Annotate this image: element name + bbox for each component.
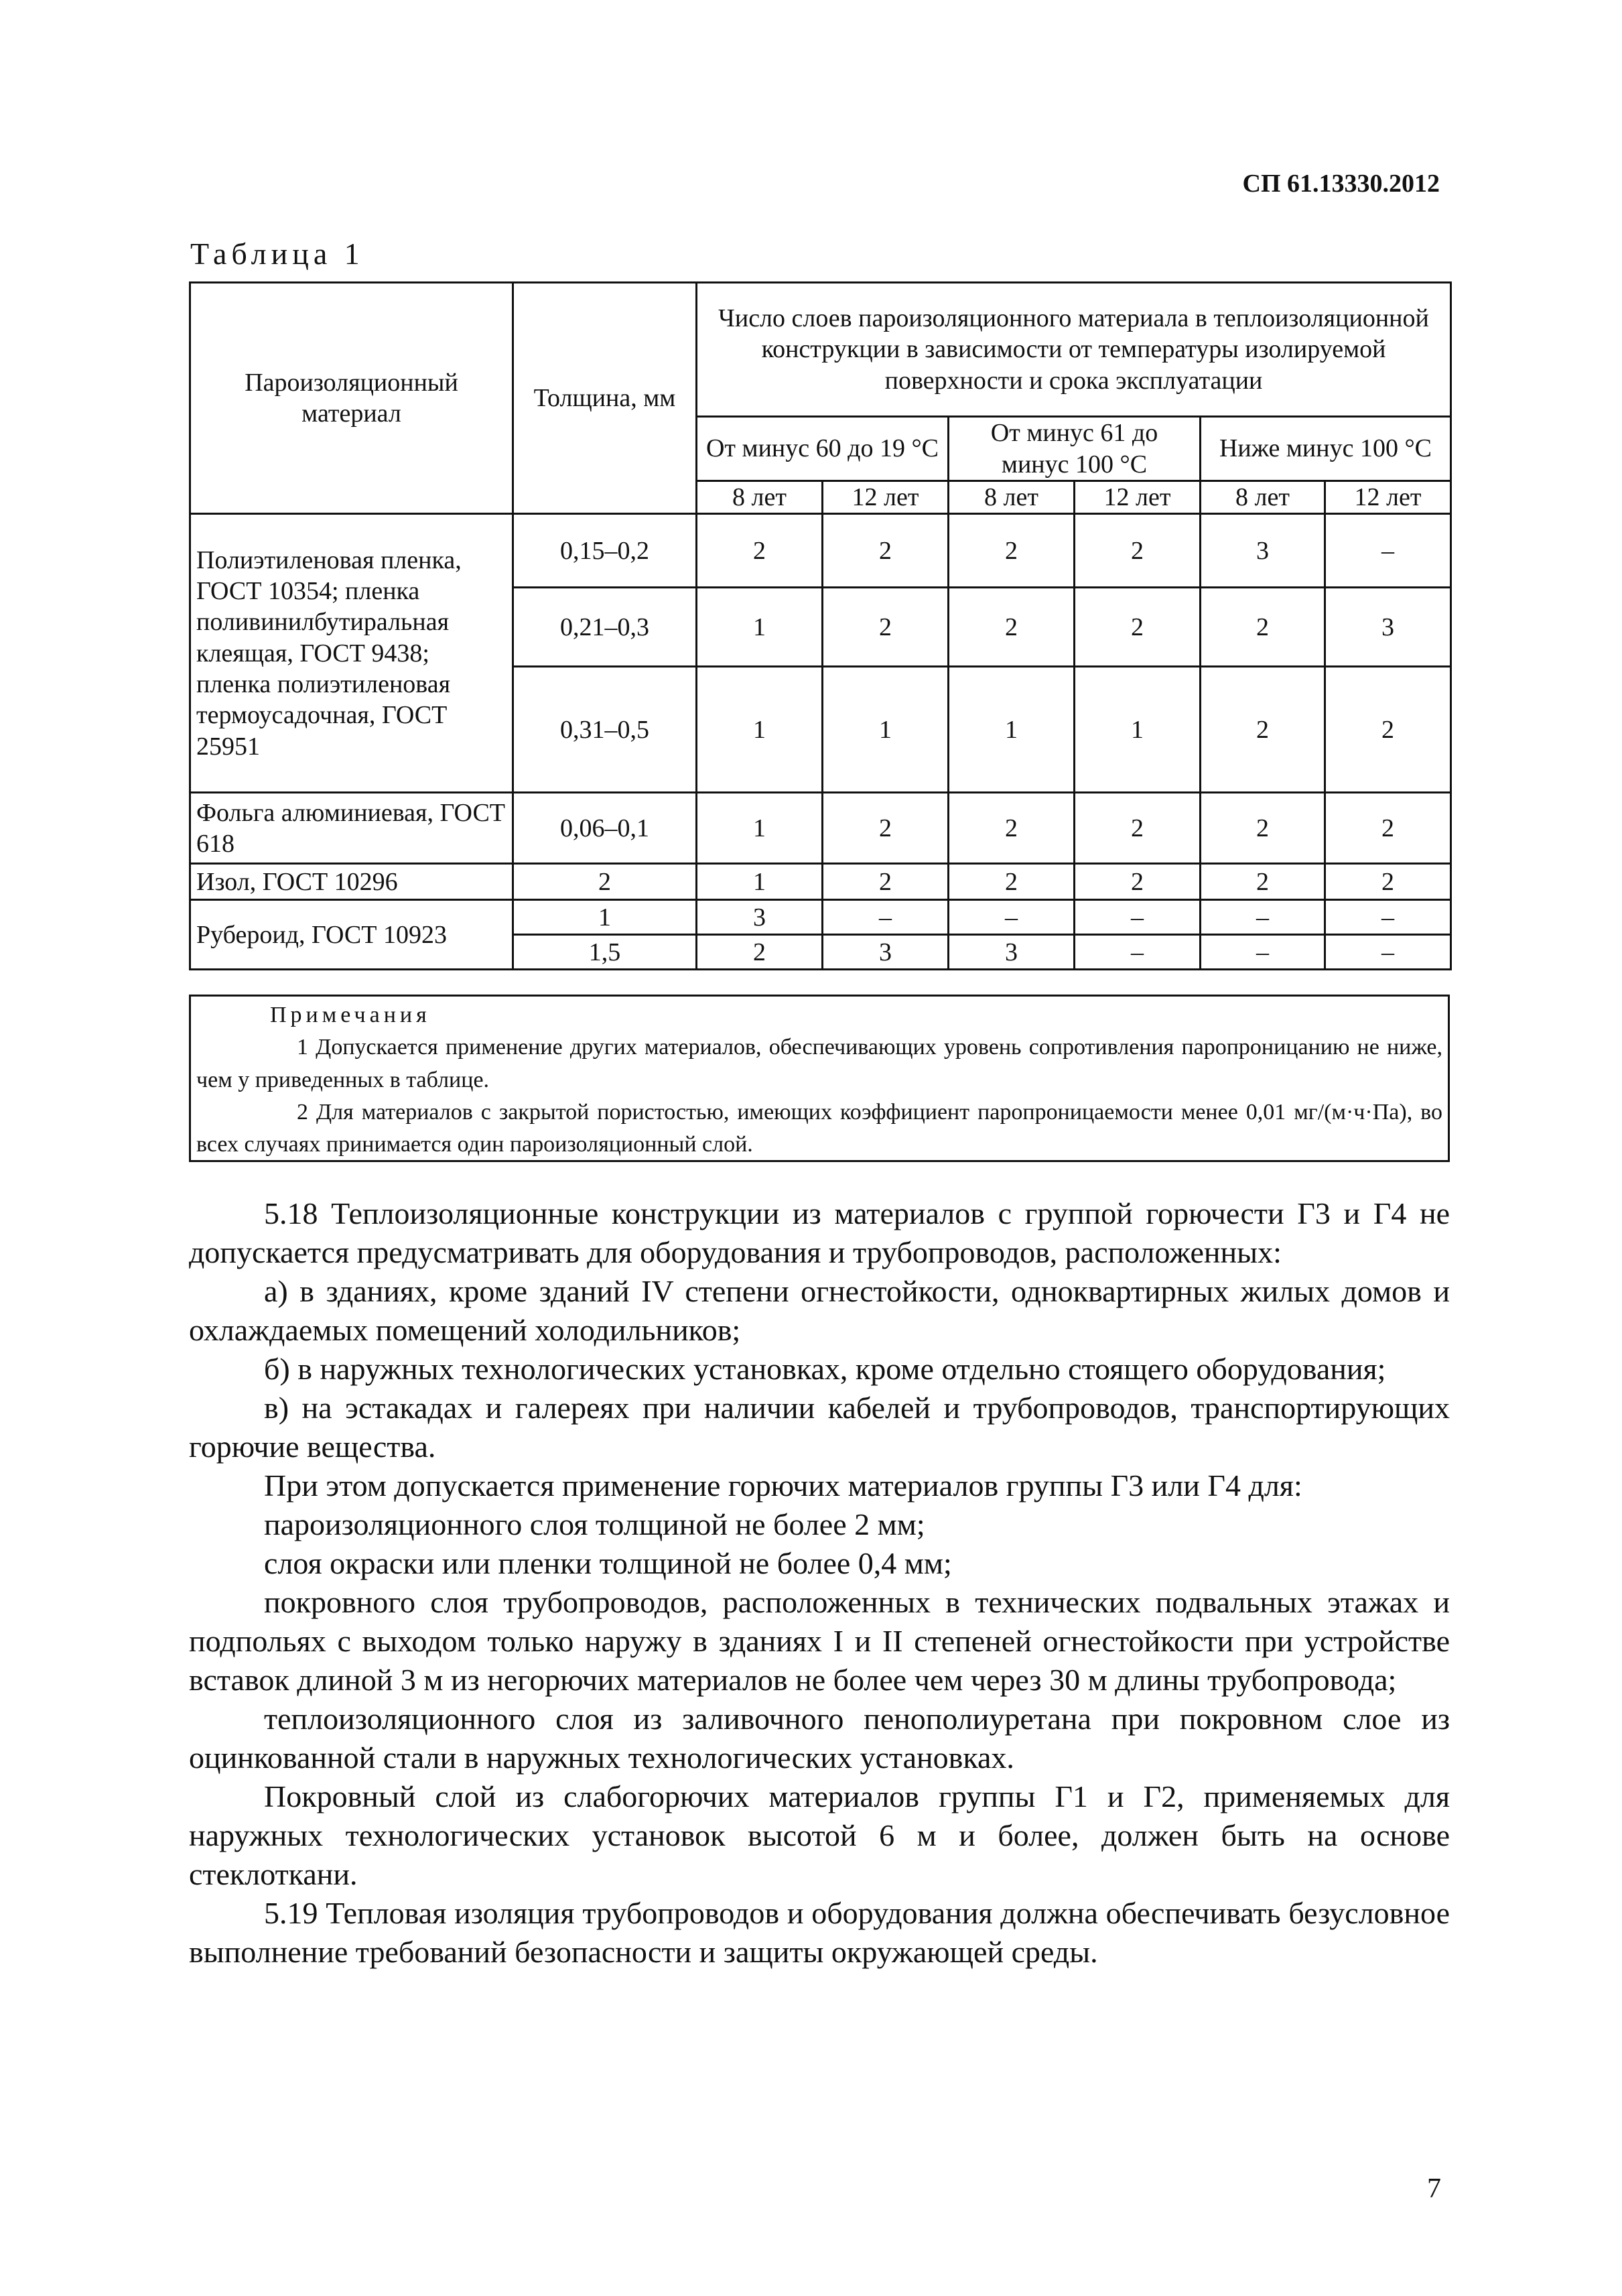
thickness-cell: 1,5 bbox=[513, 935, 697, 970]
value-cell: 2 bbox=[1075, 864, 1201, 900]
vapor-barrier-table bbox=[189, 281, 1452, 970]
value-cell: 2 bbox=[1075, 793, 1201, 864]
value-cell: 2 bbox=[823, 588, 949, 667]
table-caption: Таблица 1 bbox=[190, 237, 364, 271]
value-cell: 3 bbox=[823, 935, 949, 970]
value-cell: – bbox=[1325, 900, 1451, 935]
header-years: 12 лет bbox=[1075, 481, 1201, 514]
value-cell: – bbox=[823, 900, 949, 935]
header-range: От минус 60 до 19 °С bbox=[697, 417, 949, 481]
paragraph-glass-fabric: Покровный слой из слабогорючих материалов группы Г1 и Г2, применяемых для наружных технологических установок высотой 6 м и более, должен быть на основе стеклоткани. bbox=[189, 1779, 1450, 1891]
value-cell: 1 bbox=[697, 864, 823, 900]
table-row bbox=[190, 864, 1451, 900]
header-range: Ниже минус 100 °С bbox=[1201, 417, 1451, 481]
paragraph-allowance: При этом допускается применение горючих материалов группы Г3 или Г4 для: bbox=[264, 1468, 1302, 1503]
value-cell: – bbox=[1325, 514, 1451, 588]
value-cell: 2 bbox=[1201, 793, 1325, 864]
value-cell: 3 bbox=[1201, 514, 1325, 588]
table-row bbox=[190, 793, 1451, 864]
value-cell: 2 bbox=[949, 864, 1075, 900]
list-item-c: в) на эстакадах и галереях при наличии кабелей и трубопроводов, транспортирующих горючие вещества. bbox=[189, 1391, 1450, 1464]
notes-title: Примечания bbox=[270, 1003, 431, 1027]
value-cell: 2 bbox=[697, 935, 823, 970]
value-cell: 2 bbox=[1201, 588, 1325, 667]
value-cell: 2 bbox=[1201, 864, 1325, 900]
value-cell: 1 bbox=[697, 667, 823, 793]
value-cell: 2 bbox=[1325, 793, 1451, 864]
value-cell: – bbox=[1075, 900, 1201, 935]
note-2: 2 Для материалов с закрытой пористостью, имеющих коэффициент паропроницаемости менее 0,01 мг/(м·ч·Па), во всех случаях принимается один пароизоляционный слой. bbox=[196, 1099, 1442, 1157]
material-foil: Фольга алюминиевая, ГОСТ 618 bbox=[190, 793, 513, 864]
material-izol: Изол, ГОСТ 10296 bbox=[190, 864, 513, 900]
value-cell: – bbox=[949, 900, 1075, 935]
header-years: 12 лет bbox=[1325, 481, 1451, 514]
note-1: 1 Допускается применение других материалов, обеспечивающих уровень сопротивления паропроницанию не ниже, чем у приведенных в таблице. bbox=[196, 1035, 1442, 1092]
table-row bbox=[190, 900, 1451, 935]
header-years: 8 лет bbox=[697, 481, 823, 514]
value-cell: – bbox=[1325, 935, 1451, 970]
page-number: 7 bbox=[1427, 2173, 1441, 2204]
header-years: 8 лет bbox=[1201, 481, 1325, 514]
table-notes bbox=[189, 995, 1450, 1162]
list-item-cover-layer: покровного слоя трубопроводов, расположенных в технических подвальных этажах и подпольях с выходом только наружу в зданиях I и II степеней огнестойкости при устройстве вставок длиной 3 м из негорючих материалов не более чем через 30 м длины трубопровода; bbox=[189, 1585, 1450, 1697]
value-cell: – bbox=[1075, 935, 1201, 970]
value-cell: 1 bbox=[697, 588, 823, 667]
thickness-cell: 1 bbox=[513, 900, 697, 935]
value-cell: – bbox=[1201, 900, 1325, 935]
list-item-b: б) в наружных технологических установках, кроме отдельно стоящего оборудования; bbox=[264, 1352, 1386, 1386]
value-cell: 1 bbox=[949, 667, 1075, 793]
thickness-cell: 0,06–0,1 bbox=[513, 793, 697, 864]
list-item-paint-layer: слоя окраски или пленки толщиной не более 0,4 мм; bbox=[264, 1546, 952, 1580]
header-material: Пароизоляционный материал bbox=[190, 283, 513, 514]
list-item-a: а) в зданиях, кроме зданий IV степени огнестойкости, одноквартирных жилых домов и охлаждаемых помещений холодильников; bbox=[189, 1274, 1450, 1347]
header-years: 12 лет bbox=[823, 481, 949, 514]
header-thickness: Толщина, мм bbox=[513, 283, 697, 514]
value-cell: 2 bbox=[1325, 864, 1451, 900]
thickness-cell: 0,31–0,5 bbox=[513, 667, 697, 793]
value-cell: 1 bbox=[823, 667, 949, 793]
value-cell: 2 bbox=[823, 864, 949, 900]
header-layers: Число слоев пароизоляционного материала в теплоизоляционной конструкции в зависимости от температуры изолируемой поверхности и срока эксплуатации bbox=[697, 283, 1451, 417]
material-films: Полиэтиленовая пленка, ГОСТ 10354; пленка поливинилбутиральная клеящая, ГОСТ 9438; пленка полиэтиленовая термоусадочная, ГОСТ 25951 bbox=[190, 514, 513, 793]
header-range: От минус 61 до минус 100 °С bbox=[949, 417, 1201, 481]
value-cell: 2 bbox=[949, 793, 1075, 864]
value-cell: – bbox=[1201, 935, 1325, 970]
value-cell: 2 bbox=[1201, 667, 1325, 793]
list-item-foam-layer: теплоизоляционного слоя из заливочного пенополиуретана при покровном слое из оцинкованной стали в наружных технологических установках. bbox=[189, 1702, 1450, 1775]
value-cell: 2 bbox=[1325, 667, 1451, 793]
thickness-cell: 2 bbox=[513, 864, 697, 900]
header-years: 8 лет bbox=[949, 481, 1075, 514]
paragraph-5-19: 5.19 Тепловая изоляция трубопроводов и оборудования должна обеспечивать безусловное выполнение требований безопасности и защиты окружающей среды. bbox=[189, 1896, 1450, 1969]
thickness-cell: 0,15–0,2 bbox=[513, 514, 697, 588]
material-ruberoid: Рубероид, ГОСТ 10923 bbox=[190, 900, 513, 970]
thickness-cell: 0,21–0,3 bbox=[513, 588, 697, 667]
value-cell: 2 bbox=[823, 793, 949, 864]
value-cell: 2 bbox=[1075, 588, 1201, 667]
value-cell: 2 bbox=[823, 514, 949, 588]
paragraph-5-18: 5.18 Теплоизоляционные конструкции из материалов с группой горючести Г3 и Г4 не допускается предусматривать для оборудования и трубопроводов, расположенных: bbox=[189, 1196, 1450, 1269]
value-cell: 2 bbox=[949, 514, 1075, 588]
list-item-vapor-layer: пароизоляционного слоя толщиной не более 2 мм; bbox=[264, 1507, 925, 1541]
value-cell: 1 bbox=[1075, 667, 1201, 793]
table-row bbox=[190, 514, 1451, 588]
body-text bbox=[189, 1194, 1450, 1972]
value-cell: 3 bbox=[697, 900, 823, 935]
value-cell: 2 bbox=[1075, 514, 1201, 588]
value-cell: 1 bbox=[697, 793, 823, 864]
value-cell: 2 bbox=[949, 588, 1075, 667]
value-cell: 3 bbox=[949, 935, 1075, 970]
document-code: СП 61.13330.2012 bbox=[1242, 170, 1440, 198]
value-cell: 2 bbox=[697, 514, 823, 588]
value-cell: 3 bbox=[1325, 588, 1451, 667]
